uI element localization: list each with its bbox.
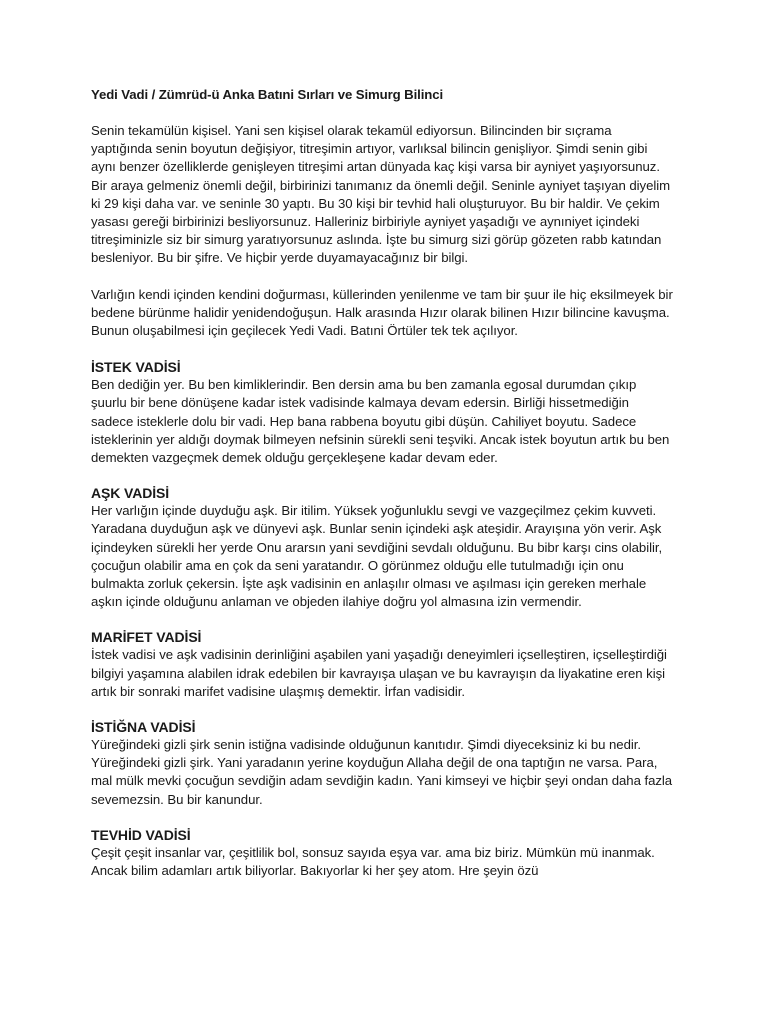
intro-paragraph-1: Senin tekamülün kişisel. Yani sen kişisel olarak tekamül ediyorsun. Bilincinden bir sıçrama yaptığında senin boyutun değişiyor, titreşimin artıyor, varlıksal bilincin genişliyor. Şimdi senin gibi aynı benzer özelliklerde genişleyen titreşimi artan dünyada kaç kişi varsa bir ayniyet yaşıyorsunuz. Bir araya gelmeniz önemli değil, birbirinizi tanımanız da önemli değil. Seninle ayniyet taşıyan diyelim ki 29 kişi daha var. ve seninle 30 yaptı. Bu 30 kişi bir tevhid hali oluşturuyor. Bu bir haldir. Ve çekim yasası gereği birbirinizi besliyorsunuz. Halleriniz birbiriyle ayniyet yaşadığı ve aynıniyet içindeki titreşiminizle siz bir simurg yaratıyorsunuz aslında. İşte bu simurg sizi görüp gözeten rabb katından besleniyor. Bu bir şifre. Ve hiçbir yerde duyamayacağınız bir bilgi. xyxy=(91,123,671,266)
section-heading: İSTEK VADİSİ xyxy=(91,359,181,376)
section-marifet-vadisi xyxy=(91,628,673,701)
section-body: İstek vadisi ve aşk vadisinin derinliğini aşabilen yani yaşadığı deneyimleri içselleştiren, içselleştirdiği bilgiyi yaşamına alabilen idrak edebilen bir kavrayışa ulaşan ve bu kavrayışın da liyakatine eren kişi artık bir sonraki marifet vadisine ulaşmış demektir. İrfan vadisidir. xyxy=(91,647,667,699)
section-ask-vadisi xyxy=(91,484,673,611)
section-body: Çeşit çeşit insanlar var, çeşitlilik bol, sonsuz sayıda eşya var. ama biz biriz. Mümkün mü inanmak. Ancak bilim adamları artık biliyorlar. Bakıyorlar ki her şey atom. Hre şeyin özü xyxy=(91,844,655,879)
section-heading: AŞK VADİSİ xyxy=(91,485,170,502)
section-istigna-vadisi xyxy=(91,718,673,809)
document-title: Yedi Vadi / Zümrüd-ü Anka Batıni Sırları ve Simurg Bilinci xyxy=(91,87,444,102)
section-tevhid-vadisi xyxy=(91,826,673,880)
section-istek-vadisi xyxy=(91,358,673,467)
section-heading: MARİFET VADİSİ xyxy=(91,629,202,646)
section-heading: İSTİĞNA VADİSİ xyxy=(91,719,196,736)
section-body: Ben dediğin yer. Bu ben kimliklerindir. Ben dersin ama bu ben zamanla egosal durumdan çıkıp şuurlu bir bene dönüşene kadar istek vadisinde kalmaya devam edersin. Birliği hissetmediğin sadece isteklerle dolu bir vadi. Hep bana rabbena boyutu gibi düşün. Cahiliyet boyutu. Sadece isteklerinin yer aldığı doymak bilmeyen nefsinin sürekli seni teşviki. Ancak istek boyutun artık bu ben demekten vazgeçmek demek olduğu gerçekleşene kadar devam eder. xyxy=(91,377,670,466)
section-body: Her varlığın içinde duyduğu aşk. Bir itilim. Yüksek yoğunluklu sevgi ve vazgeçilmez çekim kuvveti. Yaradana duyduğun aşk ve dünyevi aşk. Bunlar senin içindeki aşk ateşidir. Arayışına yön verir. Aşk içindeyken sürekli her yerde Onu ararsın yani sevdiğini sevdalı olduğunu. Bu bibr karşı cins olabilir, çocuğun olabilir ama en çok da seni yaratandır. O görünmez olduğu elle tutulmadığı için onu bulmakta zorluk çekersin. İşte aşk vadisinin en anlaşılır olması ve aşılması için gereken merhale aşkın içinde olduğunu anlaman ve objeden ilahiye doğru yol almasına izin vermendir. xyxy=(91,503,663,610)
intro-paragraph-2: Varlığın kendi içinden kendini doğurması, küllerinden yenilenme ve tam bir şuur ile hiç eksilmeyek bir bedene bürünme halidir yenidendoğuşun. Halk arasında Hızır olarak bilinen Hızır bilincine kavuşma. Bunun oluşabilmesi için geçilecek Yedi Vadi. Batıni Örtüler tek tek açılıyor. xyxy=(91,286,673,339)
section-body: Yüreğindeki gizli şirk senin istiğna vadisinde olduğunun kanıtıdır. Şimdi diyeceksiniz ki bu nedir. Yüreğindeki gizli şirk. Yani yaradanın yerine koyduğun Allaha değil de ona taptığın ne varsa. Para, mal mülk mevki çocuğun sevdiğin adam sevdiğin kadın. Yani kimseyi ve hiçbir şeyi ondan daha fazla sevemezsin. Bu bir kanundur. xyxy=(91,737,673,807)
section-heading: TEVHİD VADİSİ xyxy=(91,826,191,843)
document-page xyxy=(91,86,673,897)
